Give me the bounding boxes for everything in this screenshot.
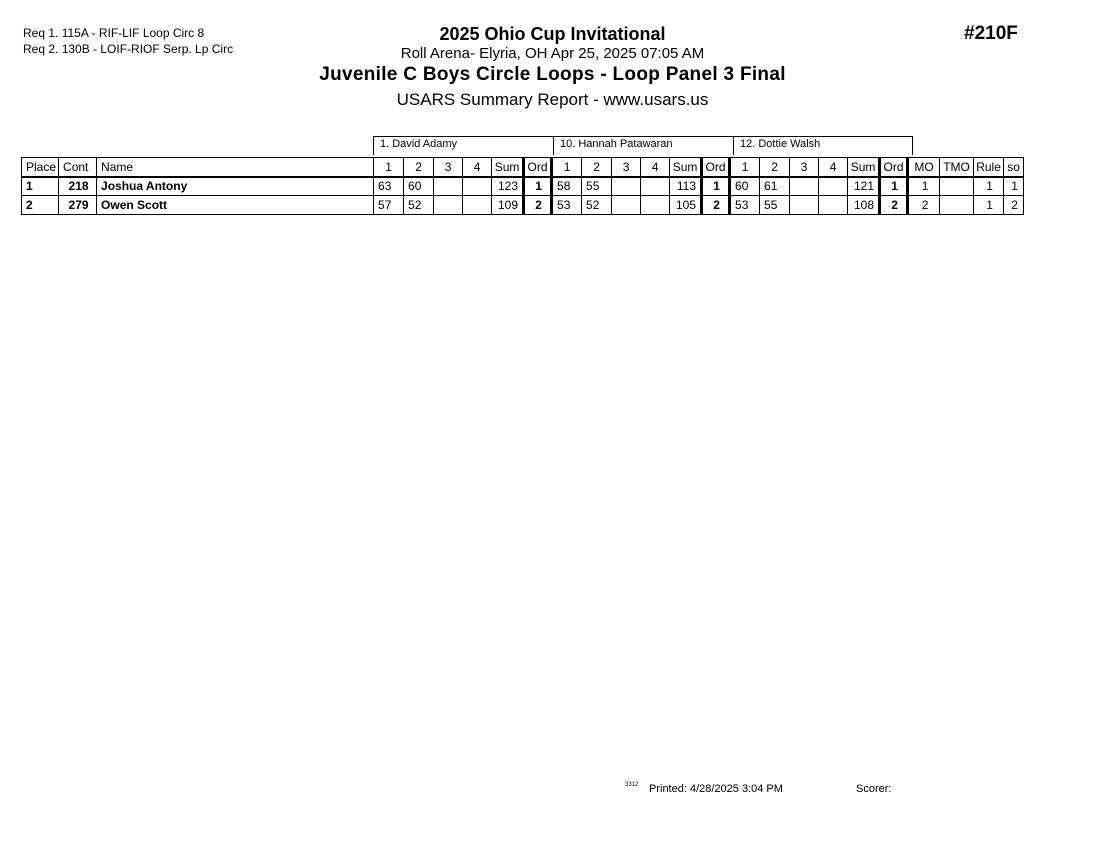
j2-score-1: 53	[552, 196, 582, 215]
j2-score-3	[612, 177, 641, 196]
j2-score-3	[612, 196, 641, 215]
j1-score-2: 52	[404, 196, 434, 215]
col-j1-score-2: 2	[404, 158, 434, 177]
so-cell: 1	[1004, 177, 1024, 196]
j1-score-2: 60	[404, 177, 434, 196]
cont-cell: 218	[59, 177, 97, 196]
col-j2-score-1: 1	[552, 158, 582, 177]
col-j1-sum: Sum	[492, 158, 524, 177]
judges-header	[373, 136, 913, 156]
judge-1-name: 1. David Adamy	[373, 136, 553, 155]
so-cell: 2	[1004, 196, 1024, 215]
scorer-label: Scorer:	[856, 783, 892, 795]
col-j1-score-4: 4	[463, 158, 492, 177]
col-j2-ord: Ord	[702, 158, 730, 177]
requirement-1: Req 1. 115A - RIF-LIF Loop Circ 8	[23, 26, 205, 40]
place-cell: 1	[22, 177, 59, 196]
j2-score-2: 52	[582, 196, 612, 215]
rule-cell: 1	[974, 196, 1004, 215]
col-mo: MO	[908, 158, 940, 177]
j3-score-4	[819, 196, 848, 215]
table-row	[22, 196, 1024, 215]
mo-cell: 1	[908, 177, 940, 196]
table-header-row	[22, 158, 1024, 177]
j3-score-1: 60	[730, 177, 760, 196]
skater-name-cell: Joshua Antony	[97, 177, 374, 196]
col-j1-score-1: 1	[374, 158, 404, 177]
footer-stamp: 3312	[625, 782, 639, 788]
j2-sum: 105	[670, 196, 702, 215]
skater-name-cell: Owen Scott	[97, 196, 374, 215]
col-so: so	[1004, 158, 1024, 177]
col-name: Name	[97, 158, 374, 177]
j3-score-2: 55	[760, 196, 790, 215]
col-j2-score-4: 4	[641, 158, 670, 177]
j1-sum: 123	[492, 177, 524, 196]
j1-score-4	[463, 177, 492, 196]
place-cell: 2	[22, 196, 59, 215]
col-j3-score-2: 2	[760, 158, 790, 177]
j3-score-1: 53	[730, 196, 760, 215]
j1-score-4	[463, 196, 492, 215]
j3-score-3	[790, 196, 819, 215]
competition-title: 2025 Ohio Cup Invitational	[439, 24, 666, 44]
j3-sum: 121	[848, 177, 880, 196]
col-rule: Rule	[974, 158, 1004, 177]
event-name: Juvenile C Boys Circle Loops - Loop Panel 3 Final	[319, 64, 786, 85]
mo-cell: 2	[908, 196, 940, 215]
printed-timestamp: Printed: 4/28/2025 3:04 PM	[649, 783, 783, 795]
j2-score-4	[641, 177, 670, 196]
col-j3-score-1: 1	[730, 158, 760, 177]
venue-date: Roll Arena- Elyria, OH Apr 25, 2025 07:05 AM	[400, 45, 705, 62]
col-j1-score-3: 3	[434, 158, 463, 177]
j1-score-3	[434, 196, 463, 215]
col-j2-score-3: 3	[612, 158, 641, 177]
event-number: #210F	[964, 23, 1018, 44]
col-place: Place	[22, 158, 59, 177]
results-table	[21, 157, 1024, 215]
col-j2-sum: Sum	[670, 158, 702, 177]
j1-score-1: 57	[374, 196, 404, 215]
tmo-cell	[940, 177, 974, 196]
report-title: USARS Summary Report - www.usars.us	[396, 90, 709, 109]
col-j3-score-3: 3	[790, 158, 819, 177]
j1-ord: 1	[524, 177, 552, 196]
col-cont: Cont	[59, 158, 97, 177]
judge-2-name: 10. Hannah Patawaran	[553, 136, 733, 155]
j1-score-1: 63	[374, 177, 404, 196]
col-j3-score-4: 4	[819, 158, 848, 177]
j2-score-4	[641, 196, 670, 215]
j1-ord: 2	[524, 196, 552, 215]
table-row	[22, 177, 1024, 196]
tmo-cell	[940, 196, 974, 215]
j3-score-2: 61	[760, 177, 790, 196]
j3-ord: 1	[880, 177, 908, 196]
col-tmo: TMO	[940, 158, 974, 177]
requirement-2: Req 2. 130B - LOIF-RIOF Serp. Lp Circ	[23, 42, 234, 56]
j2-ord: 2	[702, 196, 730, 215]
judge-3-name: 12. Dottie Walsh	[733, 136, 913, 155]
rule-cell: 1	[974, 177, 1004, 196]
j2-ord: 1	[702, 177, 730, 196]
col-j1-ord: Ord	[524, 158, 552, 177]
j3-ord: 2	[880, 196, 908, 215]
col-j3-ord: Ord	[880, 158, 908, 177]
cont-cell: 279	[59, 196, 97, 215]
j2-sum: 113	[670, 177, 702, 196]
j2-score-1: 58	[552, 177, 582, 196]
j2-score-2: 55	[582, 177, 612, 196]
j1-score-3	[434, 177, 463, 196]
col-j3-sum: Sum	[848, 158, 880, 177]
j3-sum: 108	[848, 196, 880, 215]
j3-score-4	[819, 177, 848, 196]
j1-sum: 109	[492, 196, 524, 215]
col-j2-score-2: 2	[582, 158, 612, 177]
j3-score-3	[790, 177, 819, 196]
